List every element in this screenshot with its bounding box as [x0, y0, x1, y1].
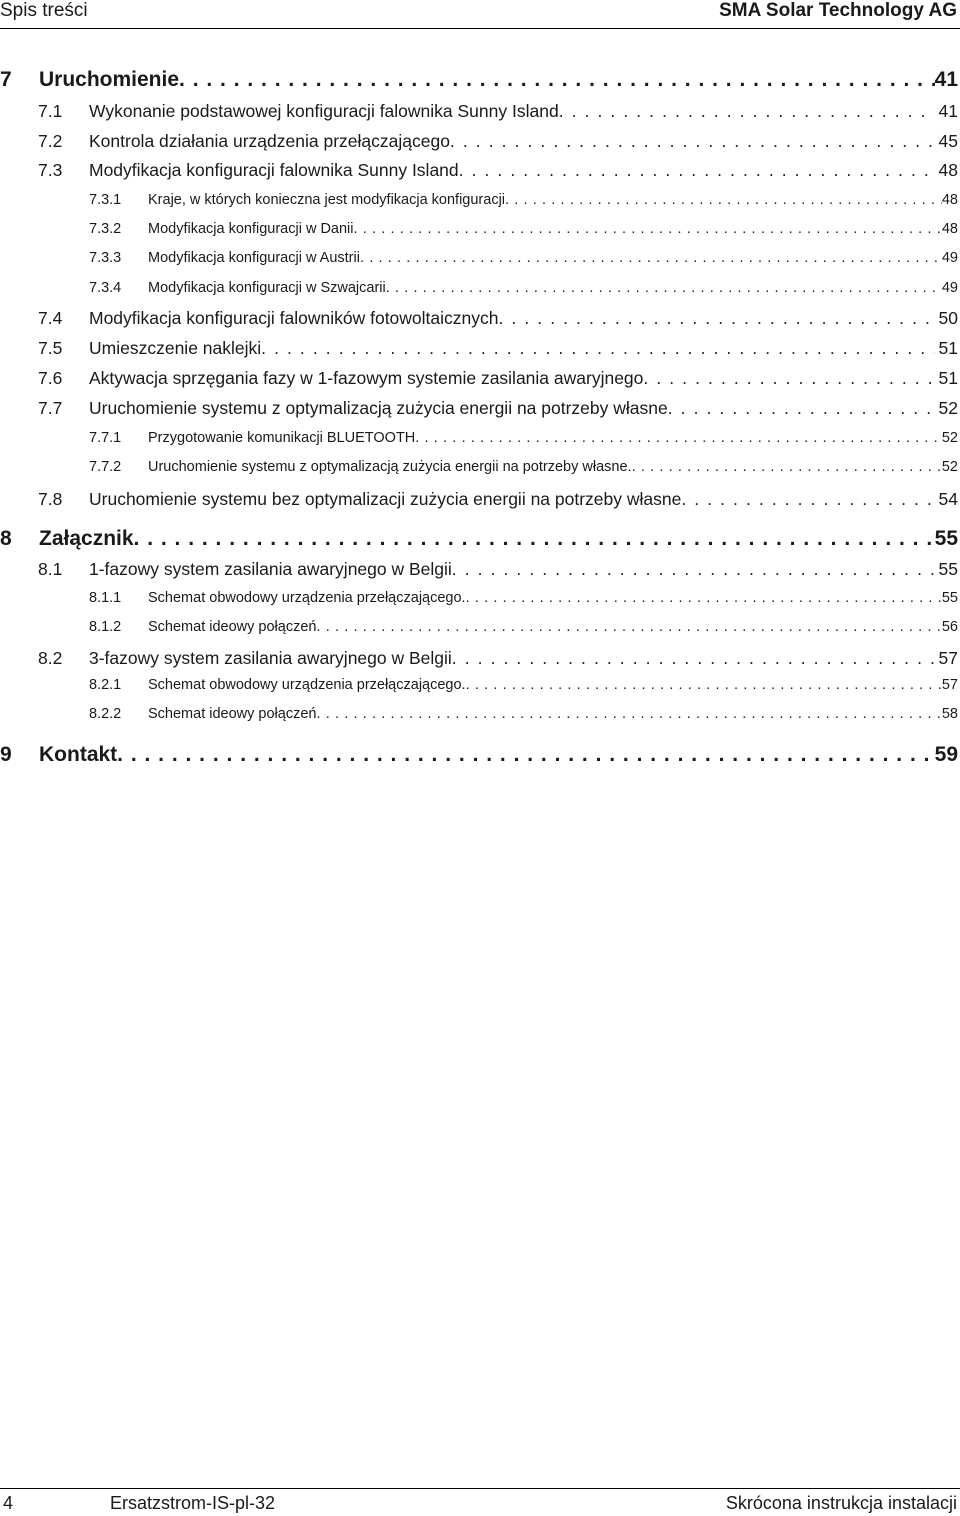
- toc-entry[interactable]: [89, 192, 958, 208]
- toc-entry-number: 7.3.2: [89, 221, 122, 237]
- toc-entry-title: Uruchomienie systemu z optymalizacją zużycia energii na potrzeby własne: [89, 398, 668, 418]
- toc-leader-dots: [466, 590, 942, 606]
- toc-entry-number: 8.2.2: [89, 706, 122, 722]
- toc-entry-page: 55: [941, 590, 958, 606]
- toc-entry-number: 8.1.1: [89, 590, 122, 606]
- toc-entry-title: Modyfikacja konfiguracji w Austrii: [148, 250, 360, 266]
- toc-leader-dots: [459, 160, 935, 181]
- toc-entry-page: 48: [938, 160, 958, 180]
- toc-leader-dots: [452, 648, 935, 669]
- toc-entry[interactable]: [89, 459, 958, 475]
- header-divider: [0, 28, 960, 29]
- toc-entry-page: 56: [941, 619, 958, 635]
- toc-entry-number: 8.1: [38, 559, 63, 579]
- footer-page-number: 4: [3, 1493, 14, 1513]
- toc-entry-page: 58: [941, 706, 958, 722]
- toc-entry[interactable]: [89, 250, 958, 266]
- toc-entry-page: 55: [934, 527, 958, 550]
- footer-document-id: Ersatzstrom-IS-pl-32: [110, 1493, 276, 1513]
- toc-leader-dots: [643, 368, 934, 389]
- toc-entry[interactable]: [38, 101, 958, 122]
- toc-entry-page: 41: [938, 101, 958, 121]
- toc-leader-dots: [117, 743, 934, 767]
- toc-entry-page: 57: [941, 677, 958, 693]
- toc-entry-number: 7.3.1: [89, 192, 122, 208]
- toc-entry-number: 7: [0, 68, 12, 91]
- toc-entry-title: Schemat ideowy połączeń: [148, 619, 317, 635]
- toc-entry[interactable]: [38, 559, 958, 580]
- toc-entry-page: 48: [941, 192, 958, 208]
- header-company-name: SMA Solar Technology AG: [719, 0, 957, 21]
- toc-entry[interactable]: [38, 160, 958, 181]
- toc-entry-number: 7.8: [38, 489, 63, 509]
- toc-leader-dots: [354, 221, 942, 237]
- toc-entry[interactable]: [89, 677, 958, 693]
- footer-document-title: Skrócona instrukcja instalacji: [725, 1493, 957, 1513]
- toc-entry[interactable]: [38, 308, 958, 329]
- toc-entry[interactable]: [89, 221, 958, 237]
- toc-leader-dots: [179, 68, 935, 92]
- toc-entry-number: 7.3.3: [89, 250, 122, 266]
- toc-entry[interactable]: [0, 743, 958, 767]
- toc-entry-page: 55: [938, 559, 958, 579]
- toc-entry-number: 7.1: [38, 101, 63, 121]
- toc-entry-title: Uruchomienie systemu bez optymalizacji zużycia energii na potrzeby własne: [89, 489, 682, 509]
- toc-entry[interactable]: [38, 131, 958, 152]
- toc-leader-dots: [559, 101, 935, 122]
- toc-entry-number: 7.6: [38, 368, 63, 388]
- toc-leader-dots: [505, 192, 942, 208]
- toc-entry-page: 41: [934, 68, 958, 91]
- toc-entry-page: 57: [938, 648, 958, 668]
- toc-leader-dots: [450, 131, 935, 152]
- toc-entry[interactable]: [89, 706, 958, 722]
- toc-entry-page: 51: [938, 338, 958, 358]
- toc-leader-dots: [499, 308, 935, 329]
- toc-entry-title: Uruchomienie: [39, 68, 180, 91]
- toc-entry-number: 8.2: [38, 648, 63, 668]
- toc-entry-title: Kraje, w których konieczna jest modyfikacja konfiguracji: [148, 192, 506, 208]
- toc-entry[interactable]: [89, 619, 958, 635]
- toc-leader-dots: [316, 706, 941, 722]
- toc-entry-page: 59: [934, 743, 958, 766]
- toc-entry-title: Modyfikacja konfiguracji w Szwajcarii: [148, 280, 386, 296]
- toc-entry-title: Kontakt: [39, 743, 118, 766]
- toc-entry-number: 7.4: [38, 308, 63, 328]
- toc-leader-dots: [466, 677, 942, 693]
- page-footer: [0, 1488, 960, 1516]
- toc-entry-number: 9: [0, 743, 12, 766]
- toc-leader-dots: [316, 619, 941, 635]
- toc-leader-dots: [668, 398, 935, 419]
- toc-entry-title: Schemat ideowy połączeń: [148, 706, 317, 722]
- toc-leader-dots: [386, 280, 942, 296]
- toc-leader-dots: [360, 250, 942, 266]
- toc-entry-number: 7.2: [38, 131, 63, 151]
- toc-entry-page: 51: [938, 368, 958, 388]
- toc-entry-page: 49: [941, 280, 958, 296]
- toc-entry-title: 3-fazowy system zasilania awaryjnego w Belgii: [89, 648, 452, 668]
- toc-entry-title: Uruchomienie systemu z optymalizacją zużycia energii na potrzeby własne.: [148, 459, 632, 475]
- toc-entry-number: 7.7: [38, 398, 63, 418]
- toc-entry-title: Modyfikacja konfiguracji falownika Sunny Island: [89, 160, 459, 180]
- toc-entry-page: 52: [941, 459, 958, 475]
- toc-entry-title: Aktywacja sprzęgania fazy w 1-fazowym systemie zasilania awaryjnego: [89, 368, 644, 388]
- toc-entry-page: 48: [941, 221, 958, 237]
- toc-entry-number: 8: [0, 527, 12, 550]
- toc-entry-page: 50: [938, 308, 958, 328]
- toc-entry[interactable]: [38, 489, 958, 510]
- toc-entry-title: Wykonanie podstawowej konfiguracji falownika Sunny Island: [89, 101, 559, 121]
- toc-leader-dots: [632, 459, 942, 475]
- toc-entry-number: 7.3.4: [89, 280, 122, 296]
- toc-entry-number: 7.7.2: [89, 459, 122, 475]
- toc-entry[interactable]: [38, 338, 958, 359]
- toc-leader-dots: [452, 559, 935, 580]
- toc-entry-title: Modyfikacja konfiguracji falowników fotowoltaicznych: [89, 308, 499, 328]
- toc-entry-title: Modyfikacja konfiguracji w Danii: [148, 221, 354, 237]
- toc-entry-page: 52: [941, 430, 958, 446]
- toc-entry-title: Kontrola działania urządzenia przełączającego: [89, 131, 450, 151]
- toc-entry-number: 7.3: [38, 160, 63, 180]
- toc-entry-title: Przygotowanie komunikacji BLUETOOTH: [148, 430, 416, 446]
- toc-leader-dots: [415, 430, 942, 446]
- toc-leader-dots: [681, 489, 934, 510]
- toc-entry-number: 7.5: [38, 338, 63, 358]
- header-section-title: Spis treści: [0, 0, 88, 21]
- toc-entry-title: Schemat obwodowy urządzenia przełączającego.: [148, 590, 466, 606]
- toc-entry-page: 52: [938, 398, 958, 418]
- toc-entry[interactable]: [89, 280, 958, 296]
- toc-entry-page: 45: [938, 131, 958, 151]
- toc-entry-page: 54: [938, 489, 958, 509]
- toc-entry-page: 49: [941, 250, 958, 266]
- toc-entry-title: 1-fazowy system zasilania awaryjnego w Belgii: [89, 559, 452, 579]
- toc-entry[interactable]: [0, 68, 958, 92]
- toc-entry-title: Załącznik: [39, 527, 134, 550]
- toc-entry[interactable]: [0, 527, 958, 551]
- toc-entry-title: Umieszczenie naklejki: [89, 338, 262, 358]
- toc-entry[interactable]: [89, 590, 958, 606]
- toc-leader-dots: [134, 527, 935, 551]
- toc-entry[interactable]: [38, 368, 958, 389]
- toc-entry[interactable]: [38, 648, 958, 669]
- toc-entry[interactable]: [89, 430, 958, 446]
- toc-leader-dots: [261, 338, 934, 359]
- toc-entry-number: 8.1.2: [89, 619, 122, 635]
- toc-entry[interactable]: [38, 398, 958, 419]
- toc-entry-title: Schemat obwodowy urządzenia przełączającego.: [148, 677, 466, 693]
- toc-entry-number: 8.2.1: [89, 677, 122, 693]
- page-header: [0, 0, 960, 28]
- toc-entry-number: 7.7.1: [89, 430, 122, 446]
